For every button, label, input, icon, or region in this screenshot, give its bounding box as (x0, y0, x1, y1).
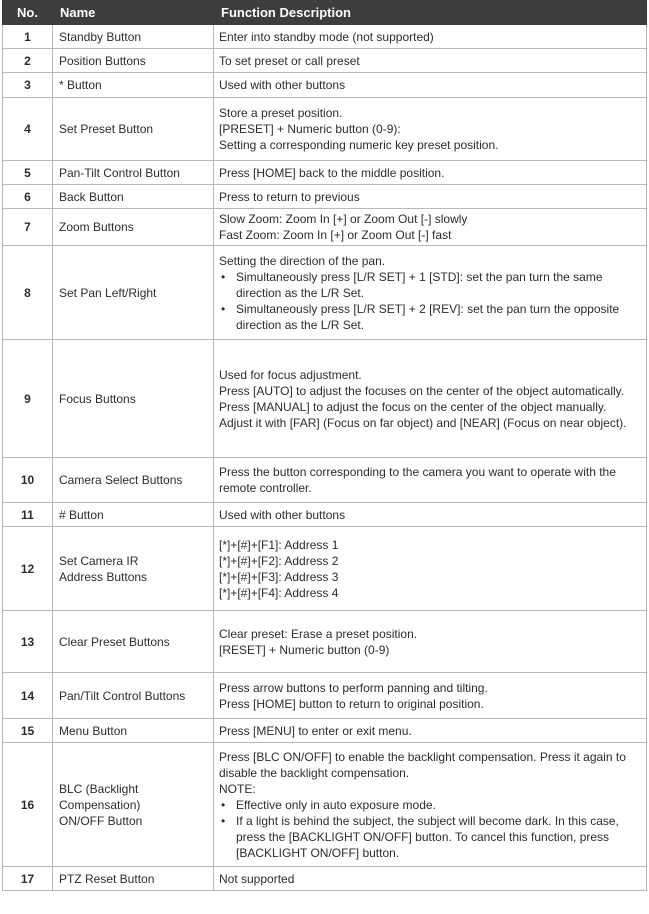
row-number: 8 (3, 246, 53, 340)
row-name: Focus Buttons (53, 340, 214, 458)
table-row (3, 98, 647, 161)
description-line: Store a preset position. (219, 106, 343, 120)
description-line: Used with other buttons (219, 78, 346, 92)
table-row (3, 161, 647, 185)
row-description (214, 527, 647, 611)
header-description: Function Description (214, 1, 647, 25)
row-name: Menu Button (53, 719, 214, 743)
row-description (214, 743, 647, 867)
description-line: [PRESET] + Numeric button (0-9): (219, 122, 401, 136)
description-line: Fast Zoom: Zoom In [+] or Zoom Out [-] fast (219, 228, 452, 242)
row-name (53, 743, 214, 867)
description-bullet: • Effective only in auto exposure mode. (219, 797, 642, 813)
row-description (214, 161, 647, 185)
row-description (214, 503, 647, 527)
table-row (3, 340, 647, 458)
row-name-line: BLC (Backlight (59, 781, 139, 796)
header-name: Name (53, 1, 214, 25)
table-row (3, 527, 647, 611)
description-line: Setting a corresponding numeric key preset position. (219, 138, 499, 152)
row-description (214, 49, 647, 73)
row-number: 1 (3, 25, 53, 49)
row-name: PTZ Reset Button (53, 867, 214, 891)
row-number: 10 (3, 458, 53, 503)
description-line: Press to return to previous (219, 189, 360, 204)
row-name: Set Pan Left/Right (53, 246, 214, 340)
row-name: Set Preset Button (53, 98, 214, 161)
description-line: [RESET] + Numeric button (0-9) (219, 642, 390, 657)
row-description (214, 246, 647, 340)
function-table (2, 0, 647, 891)
description-line: [*]+[#]+[F1]: Address 1 (219, 537, 339, 552)
row-description (214, 867, 647, 891)
row-name: Zoom Buttons (53, 209, 214, 246)
row-name: Camera Select Buttons (53, 458, 214, 503)
table-row (3, 719, 647, 743)
row-number: 17 (3, 867, 53, 891)
description-intro: Setting the direction of the pan. (219, 253, 386, 268)
description-line: Used for focus adjustment. (219, 367, 362, 382)
description-intro: Press [BLC ON/OFF] to enable the backlight compensation. Press it again to disable the backlight compensation. (219, 749, 626, 780)
table-row (3, 673, 647, 719)
row-name-line: Set Camera IR (59, 553, 139, 568)
table-row (3, 458, 647, 503)
description-line: Enter into standby mode (not supported) (219, 29, 434, 44)
row-number: 6 (3, 185, 53, 209)
description-bullet: • Simultaneously press [L/R SET] + 1 [STD]: set the pan turn the same direction as the L/R Set. (219, 269, 642, 301)
row-number: 7 (3, 209, 53, 246)
description-line: Press [MENU] to enter or exit menu. (219, 723, 412, 738)
row-description (214, 185, 647, 209)
row-name: # Button (53, 503, 214, 527)
description-line: Press [AUTO] to adjust the focuses on the center of the object automatically. (219, 383, 625, 398)
row-name: * Button (53, 73, 214, 98)
description-line: Press [HOME] button to return to original position. (219, 696, 484, 711)
description-note-label: NOTE: (219, 781, 256, 796)
description-line: Used with other buttons (219, 507, 346, 522)
row-name: Standby Button (53, 25, 214, 49)
row-name: Pan-Tilt Control Button (53, 161, 214, 185)
row-name: Clear Preset Buttons (53, 611, 214, 673)
description-line: [*]+[#]+[F4]: Address 4 (219, 585, 339, 600)
row-number: 16 (3, 743, 53, 867)
description-line: Press the button corresponding to the camera you want to operate with the remote controller. (219, 465, 616, 495)
row-number: 14 (3, 673, 53, 719)
row-description (214, 719, 647, 743)
table-row (3, 73, 647, 98)
row-name-line: Address Buttons (59, 569, 148, 584)
table-row (3, 503, 647, 527)
row-name: Back Button (53, 185, 214, 209)
row-number: 15 (3, 719, 53, 743)
description-line: [*]+[#]+[F3]: Address 3 (219, 569, 339, 584)
row-description (214, 611, 647, 673)
table-row (3, 185, 647, 209)
description-line: Not supported (219, 871, 295, 886)
row-name: Position Buttons (53, 49, 214, 73)
row-name (53, 527, 214, 611)
row-name-line: ON/OFF Button (59, 813, 143, 828)
row-description (214, 73, 647, 98)
table-row (3, 867, 647, 891)
row-number: 9 (3, 340, 53, 458)
row-description (214, 673, 647, 719)
table-row (3, 49, 647, 73)
row-number: 5 (3, 161, 53, 185)
description-line: Clear preset: Erase a preset position. (219, 626, 418, 641)
description-bullet: • Simultaneously press [L/R SET] + 2 [REV]: set the pan turn the opposite direction as the L/R Set. (219, 301, 642, 333)
row-number: 11 (3, 503, 53, 527)
description-line: Press [HOME] back to the middle position. (219, 165, 445, 180)
row-name: Pan/Tilt Control Buttons (53, 673, 214, 719)
row-description (214, 458, 647, 503)
table-row (3, 743, 647, 867)
description-line: Press arrow buttons to perform panning and tilting. (219, 680, 488, 695)
row-description (214, 98, 647, 161)
row-number: 13 (3, 611, 53, 673)
description-line: Slow Zoom: Zoom In [+] or Zoom Out [-] slowly (219, 212, 468, 226)
table-header-row (3, 1, 647, 25)
description-line: Press [MANUAL] to adjust the focus on the center of the object manually. Adjust it with [FAR] (Focus on far object) and [NEAR] (Focus on near object). (219, 399, 627, 430)
row-name-line: Compensation) (59, 797, 141, 812)
table-row (3, 611, 647, 673)
row-description (214, 340, 647, 458)
header-no: No. (3, 1, 53, 25)
description-line: To set preset or call preset (219, 53, 360, 68)
row-number: 3 (3, 73, 53, 98)
row-description (214, 209, 647, 246)
row-description (214, 25, 647, 49)
table-row (3, 25, 647, 49)
table-row (3, 246, 647, 340)
row-number: 4 (3, 98, 53, 161)
table-row (3, 209, 647, 246)
row-number: 12 (3, 527, 53, 611)
description-line: [*]+[#]+[F2]: Address 2 (219, 553, 339, 568)
description-bullet: • If a light is behind the subject, the subject will become dark. In this case, press the [BACKLIGHT ON/OFF] button. To cancel this function, press [BACKLIGHT ON/OFF] button. (219, 813, 642, 861)
row-number: 2 (3, 49, 53, 73)
